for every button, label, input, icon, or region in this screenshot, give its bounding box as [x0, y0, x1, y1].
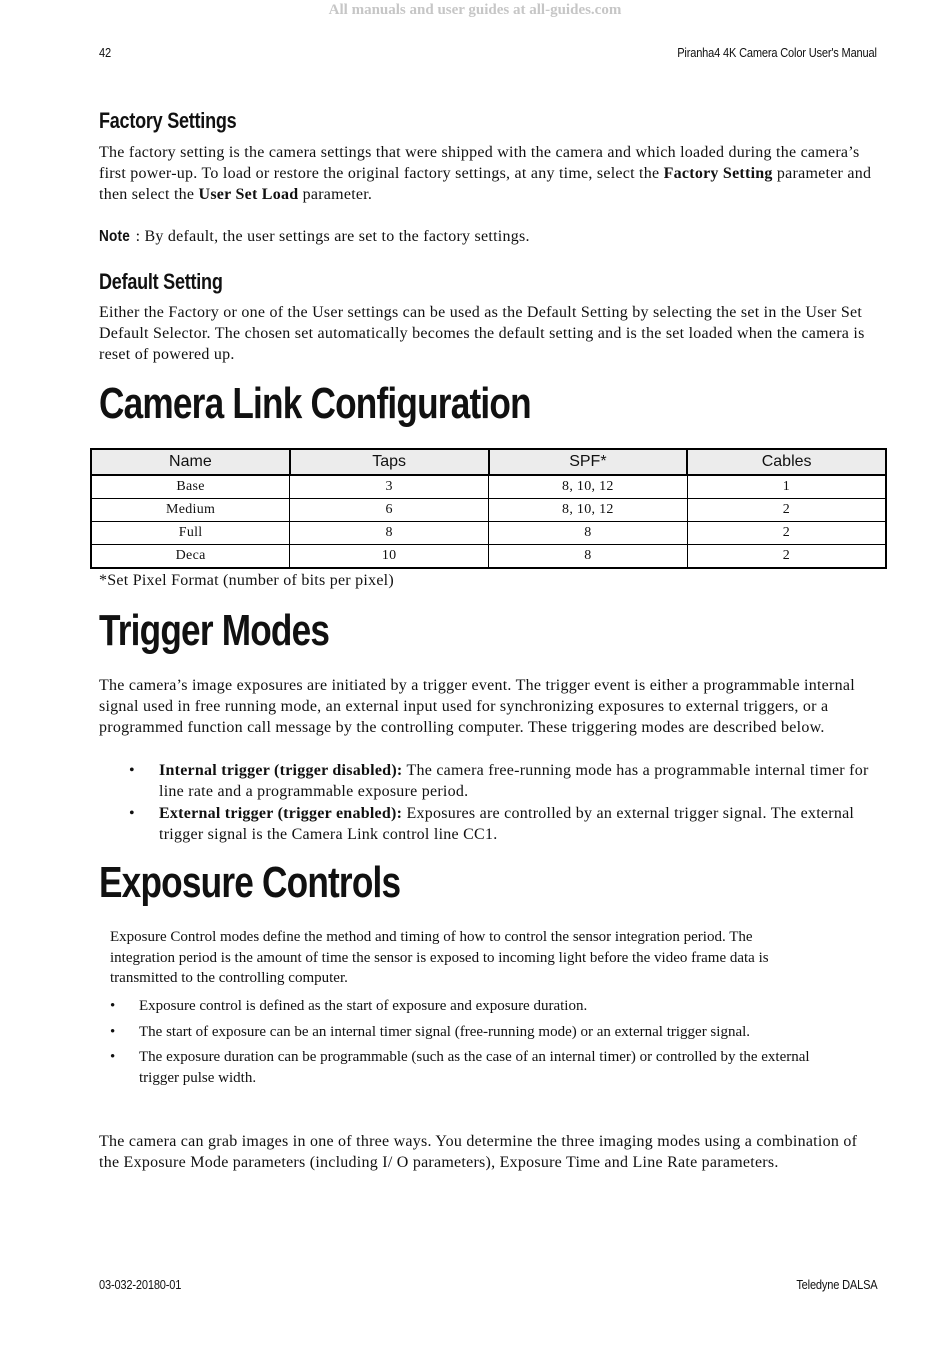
camera-link-heading: Camera Link Configuration — [99, 379, 531, 428]
column-header-spf: SPF* — [489, 449, 688, 475]
table-cell: Full — [91, 522, 290, 545]
bullet: • — [110, 998, 116, 1014]
factory-settings-note: Note : By default, the user settings are set to the factory settings. — [99, 228, 530, 245]
table-cell: 8, 10, 12 — [489, 499, 688, 522]
camera-link-table — [90, 448, 887, 569]
bullet: • — [110, 1049, 116, 1065]
exposure-controls-list — [110, 996, 850, 1093]
column-header-taps: Taps — [290, 449, 489, 475]
table-row — [91, 545, 886, 569]
list-item: • External trigger (trigger enabled): Exposures are controlled by an external trigger signal. The external trigger signal is the Camera Link control line CC1. — [129, 805, 855, 843]
list-item: • Internal trigger (trigger disabled): The camera free-running mode has a programmable internal timer for line rate and a programmable exposure period. — [129, 762, 869, 800]
watermark: All manuals and user guides at all-guides.com — [328, 2, 622, 18]
table-cell: 6 — [290, 499, 489, 522]
table-cell: 8 — [489, 545, 688, 569]
running-header-title: Piranha4 4K Camera Color User's Manual — [677, 45, 877, 60]
factory-settings-paragraph: The factory setting is the camera settings that were shipped with the camera and which loaded during the camera’s first power-up. To load or restore the original factory settings, at any time, select the Factory Setting parameter and then select the User Set Load parameter. — [99, 144, 872, 203]
bullet: • — [129, 805, 135, 822]
table-cell: 8, 10, 12 — [489, 475, 688, 499]
table-cell: 2 — [687, 499, 886, 522]
list-item: • The start of exposure can be an internal timer signal (free-running mode) or an external trigger signal. — [110, 1022, 850, 1043]
default-setting-heading: Default Setting — [99, 269, 223, 294]
exposure-controls-heading: Exposure Controls — [99, 858, 401, 907]
factory-settings-heading: Factory Settings — [99, 108, 237, 133]
table-row — [91, 522, 886, 545]
table-cell: 8 — [290, 522, 489, 545]
table-footnote: *Set Pixel Format (number of bits per pixel) — [99, 572, 394, 589]
document-number: 03-032-20180-01 — [99, 1277, 182, 1292]
table-cell: 1 — [687, 475, 886, 499]
list-item: • Exposure control is defined as the start of exposure and exposure duration. — [110, 996, 850, 1017]
column-header-cables: Cables — [687, 449, 886, 475]
table-header-row — [91, 449, 886, 475]
trigger-modes-paragraph: The camera’s image exposures are initiated by a trigger event. The trigger event is either a programmable internal signal used in free running mode, an external input used for synchronizing exposures to external triggers, or a programmed function call message by the controlling computer. These triggering modes are described below. — [99, 677, 855, 736]
table-cell: 3 — [290, 475, 489, 499]
page-number: 42 — [99, 45, 111, 60]
bullet: • — [129, 762, 135, 779]
table-cell: 2 — [687, 545, 886, 569]
table-row — [91, 499, 886, 522]
table-cell: Medium — [91, 499, 290, 522]
note-label: Note — [99, 228, 131, 245]
bullet: • — [110, 1023, 116, 1040]
table-cell: Deca — [91, 545, 290, 569]
default-setting-paragraph: Either the Factory or one of the User settings can be used as the Default Setting by selecting the set in the User Set Default Selector. The chosen set automatically becomes the default setting and is the set loaded when the camera is reset of powered up. — [99, 304, 865, 363]
trigger-modes-list — [99, 760, 881, 846]
table-row — [91, 475, 886, 499]
footer-company: Teledyne DALSA — [795, 1277, 877, 1292]
list-item: • The exposure duration can be programmable (such as the case of an internal timer) or controlled by the external trigger pulse width. — [110, 1049, 810, 1086]
exposure-controls-intro: Exposure Control modes define the method and timing of how to control the sensor integration period. The integration period is the amount of time the sensor is exposed to incoming light before the video frame data is transmitted to the controlling computer. — [110, 929, 769, 986]
table-cell: 2 — [687, 522, 886, 545]
table-cell: Base — [91, 475, 290, 499]
trigger-modes-heading: Trigger Modes — [99, 606, 330, 655]
exposure-controls-closing: The camera can grab images in one of three ways. You determine the three imaging modes using a combination of the Exposure Mode parameters (including I/ O parameters), Exposure Time and Line Rate parameters. — [99, 1133, 858, 1171]
column-header-name: Name — [91, 449, 290, 475]
table-cell: 8 — [489, 522, 688, 545]
table-cell: 10 — [290, 545, 489, 569]
